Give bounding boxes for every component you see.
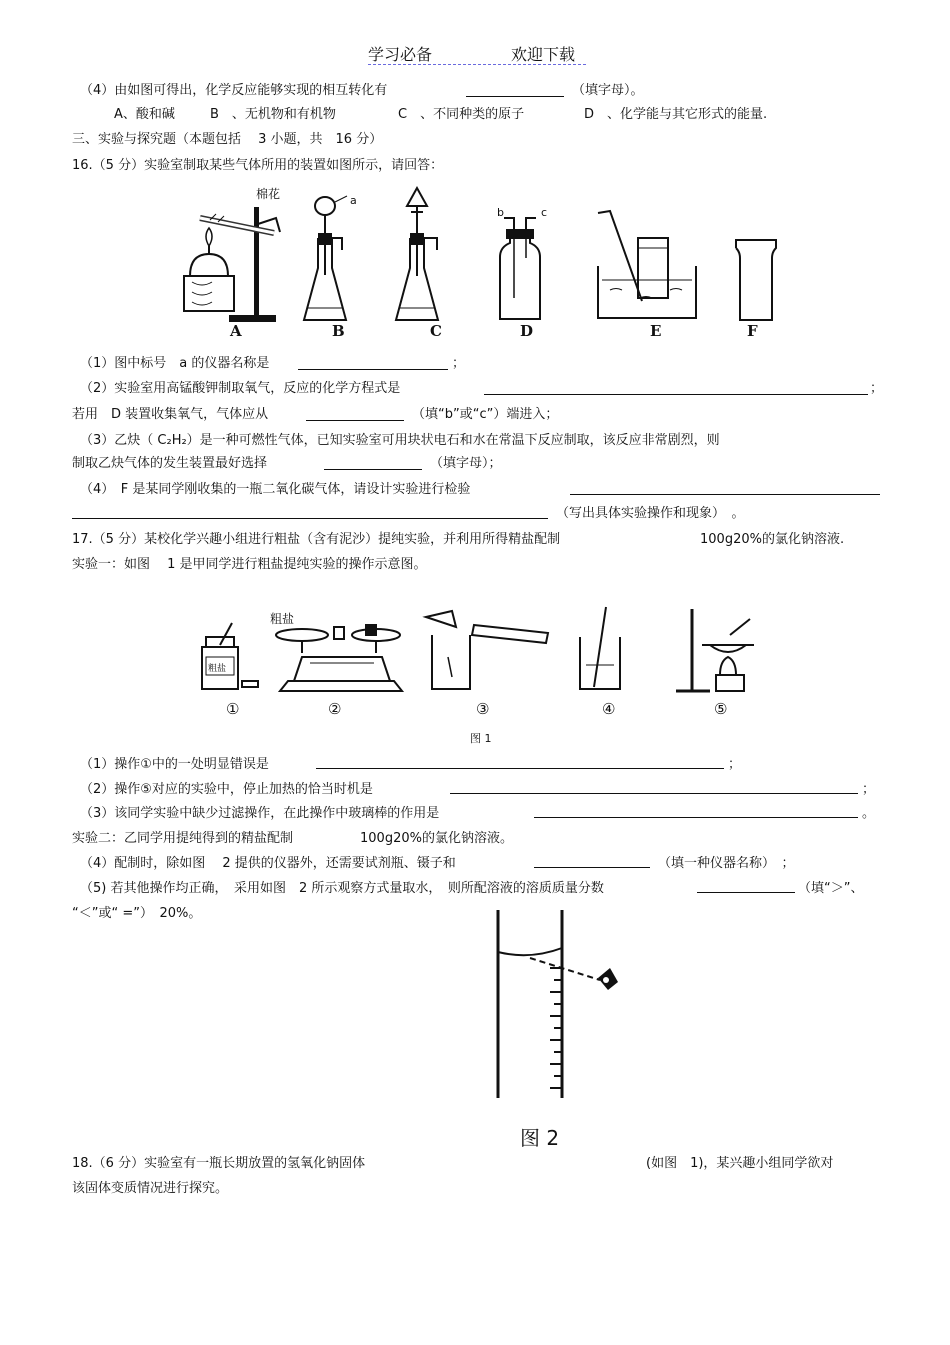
q15-part4-blank[interactable] [466, 96, 564, 97]
eye-icon [598, 968, 618, 990]
q15-option-c: C 、不同种类的原子 [398, 107, 525, 122]
q16-part4-tail: （写出具体实验操作和现象） 。 [556, 506, 745, 521]
q17-exp2-b: 100g20%的氯化钠溶液。 [360, 831, 513, 846]
q17-part3-tail: 。 [862, 806, 876, 821]
q16-part1-blank[interactable] [298, 369, 448, 370]
q17-exp1: 实验一：如图 1 是甲同学进行粗盐提纯实验的操作示意图。 [72, 557, 427, 572]
fig-label-a: A [230, 322, 242, 340]
step-2: ② [328, 700, 342, 718]
collecting-bottle-e [638, 238, 668, 298]
q17-part2-blank[interactable] [450, 793, 858, 794]
q16-part3b: 制取乙炔气体的发生装置最好选择 [72, 456, 268, 471]
q16-part2: （2）实验室用高锰酸钾制取氧气，反应的化学方程式是 [80, 381, 401, 396]
q15-part4: （4）由如图可得出，化学反应能够实现的相互转化有 [80, 83, 388, 98]
alcohol-lamp [190, 254, 228, 276]
q16-part4: （4） F 是某同学刚收集的一瓶二氧化碳气体，请设计实验进行检验 [80, 482, 471, 497]
q17-part3-blank[interactable] [534, 817, 858, 818]
cylinder-walls [498, 910, 562, 1098]
flame [206, 228, 212, 246]
label-b: b [497, 206, 504, 219]
section-3-title: 三、实验与探究题（本题包括 3 小题，共 16 分） [72, 132, 383, 147]
q16-part2-tail: ； [870, 381, 884, 396]
salt-label: 粗盐 [270, 612, 295, 626]
q18-stem-a: 18.（6 分）实验室有一瓶长期放置的氢氧化钠固体 [72, 1156, 366, 1171]
dish [242, 681, 258, 687]
q17-part5: （5) 若其他操作均正确， 采用如图 2 所示观察方式量取水， 则所配溶液的溶质质量分数 [80, 881, 604, 896]
q17-part5b: “＜”或“ =”） 20%。 [72, 906, 202, 921]
evaporating-dish [710, 645, 746, 652]
balance-base [280, 681, 402, 691]
q18-stem-b: (如图 1)，某兴趣小组同学欲对 [646, 1156, 834, 1171]
dropping-funnel [407, 188, 427, 206]
q16-apparatus-figure [170, 178, 790, 343]
q16-part4-blank-1[interactable] [570, 494, 880, 495]
step-3: ③ [476, 700, 490, 718]
step-4: ④ [602, 700, 616, 718]
q17-part1-blank[interactable] [316, 768, 724, 769]
fig-label-e: E [650, 322, 662, 340]
step-1: ① [226, 700, 240, 718]
q15-option-a: A、酸和碱 [114, 107, 175, 122]
fig-label-d: D [520, 322, 534, 340]
q18-stem-c: 该固体变质情况进行探究。 [72, 1181, 229, 1196]
paper [426, 611, 456, 627]
label-c: c [541, 206, 548, 219]
q17-stem-b: 100g20%的氯化钠溶液. [700, 532, 845, 547]
scale-ticks [550, 968, 562, 1088]
q16-part3b-tail: （填字母）； [430, 456, 502, 471]
q17-part1-tail: ； [728, 757, 742, 772]
q16-part3b-blank[interactable] [324, 469, 422, 470]
iron-stand [676, 609, 710, 691]
q17-part4: （4）配制时，除如图 2 提供的仪器外，还需要试剂瓶、镊子和 [80, 856, 456, 871]
fig-label-c: C [430, 322, 442, 340]
header-left: 学习必备 [368, 45, 433, 64]
left-pan [276, 629, 328, 641]
q17-part4-blank[interactable] [534, 867, 650, 868]
separatory-funnel [315, 197, 335, 215]
sight-line [530, 958, 600, 980]
meniscus [498, 948, 562, 955]
q16-part1: （1）图中标号 a 的仪器名称是 [80, 356, 270, 371]
q17-part1: （1）操作①中的一处明显错误是 [80, 757, 269, 772]
water-trough [598, 266, 696, 318]
figure-2-caption: 图 2 [520, 1126, 560, 1150]
bottle-label: 粗盐 [208, 664, 227, 674]
fig-label-b: B [332, 322, 345, 340]
q16-part2-blank[interactable] [484, 394, 868, 395]
graduated-cylinder [472, 625, 548, 643]
q15-option-b: B 、无机物和有机物 [210, 107, 336, 122]
fig-label-f: F [747, 322, 758, 340]
q17-stem-a: 17.（5 分）某校化学兴趣小组进行粗盐（含有泥沙）提纯实验，并利用所得精盐配制 [72, 532, 561, 547]
header-right: 欢迎下载 [511, 45, 576, 64]
q17-part5-tail: （填“＞”、 [798, 881, 864, 896]
iron-stand-rod [255, 208, 258, 318]
q17-figure-2 [490, 908, 630, 1108]
q16-part2b-tail: （填“b”或“c”）端进入； [412, 407, 559, 422]
label-a: a [350, 194, 357, 207]
q16-part2b-blank[interactable] [306, 420, 404, 421]
q17-figure-1 [190, 605, 770, 745]
q16-part3: （3）乙炔（ C₂H₂）是一种可燃性气体，已知实验室可用块状电石和水在常温下反应制取，该反应非常剧烈，则 [80, 433, 720, 448]
q15-part4-tail: （填字母）。 [572, 83, 644, 98]
gas-bottle-d [500, 233, 540, 319]
q16-part1-tail: ； [452, 356, 466, 371]
q15-option-d: D 、化学能与其它形式的能量. [584, 107, 768, 122]
figure-1-caption: 图 1 [470, 732, 492, 745]
q17-exp2-a: 实验二：乙同学用提纯得到的精盐配制 [72, 831, 294, 846]
empty-bottle-f [736, 240, 776, 320]
q16-part2b: 若用 D 装置收集氧气，气体应从 [72, 407, 269, 422]
q17-part2-tail: ； [862, 782, 876, 797]
q17-part4-tail: （填一种仪器名称） ； [658, 856, 795, 871]
q16-part4-blank-2[interactable] [72, 518, 548, 519]
beaker-3 [432, 635, 470, 689]
q17-part2: （2）操作⑤对应的实验中，停止加热的恰当时机是 [80, 782, 373, 797]
lamp-5 [720, 657, 736, 675]
cotton-label: 棉花 [256, 187, 281, 201]
glass-rod [594, 607, 606, 687]
step-5: ⑤ [714, 700, 728, 718]
q17-part5-blank[interactable] [697, 892, 795, 893]
q16-stem: 16.（5 分）实验室制取某些气体所用的装置如图所示，请回答： [72, 158, 444, 173]
header-underline [368, 64, 586, 65]
q17-part3: （3）该同学实验中缺少过滤操作，在此操作中玻璃棒的作用是 [80, 806, 440, 821]
